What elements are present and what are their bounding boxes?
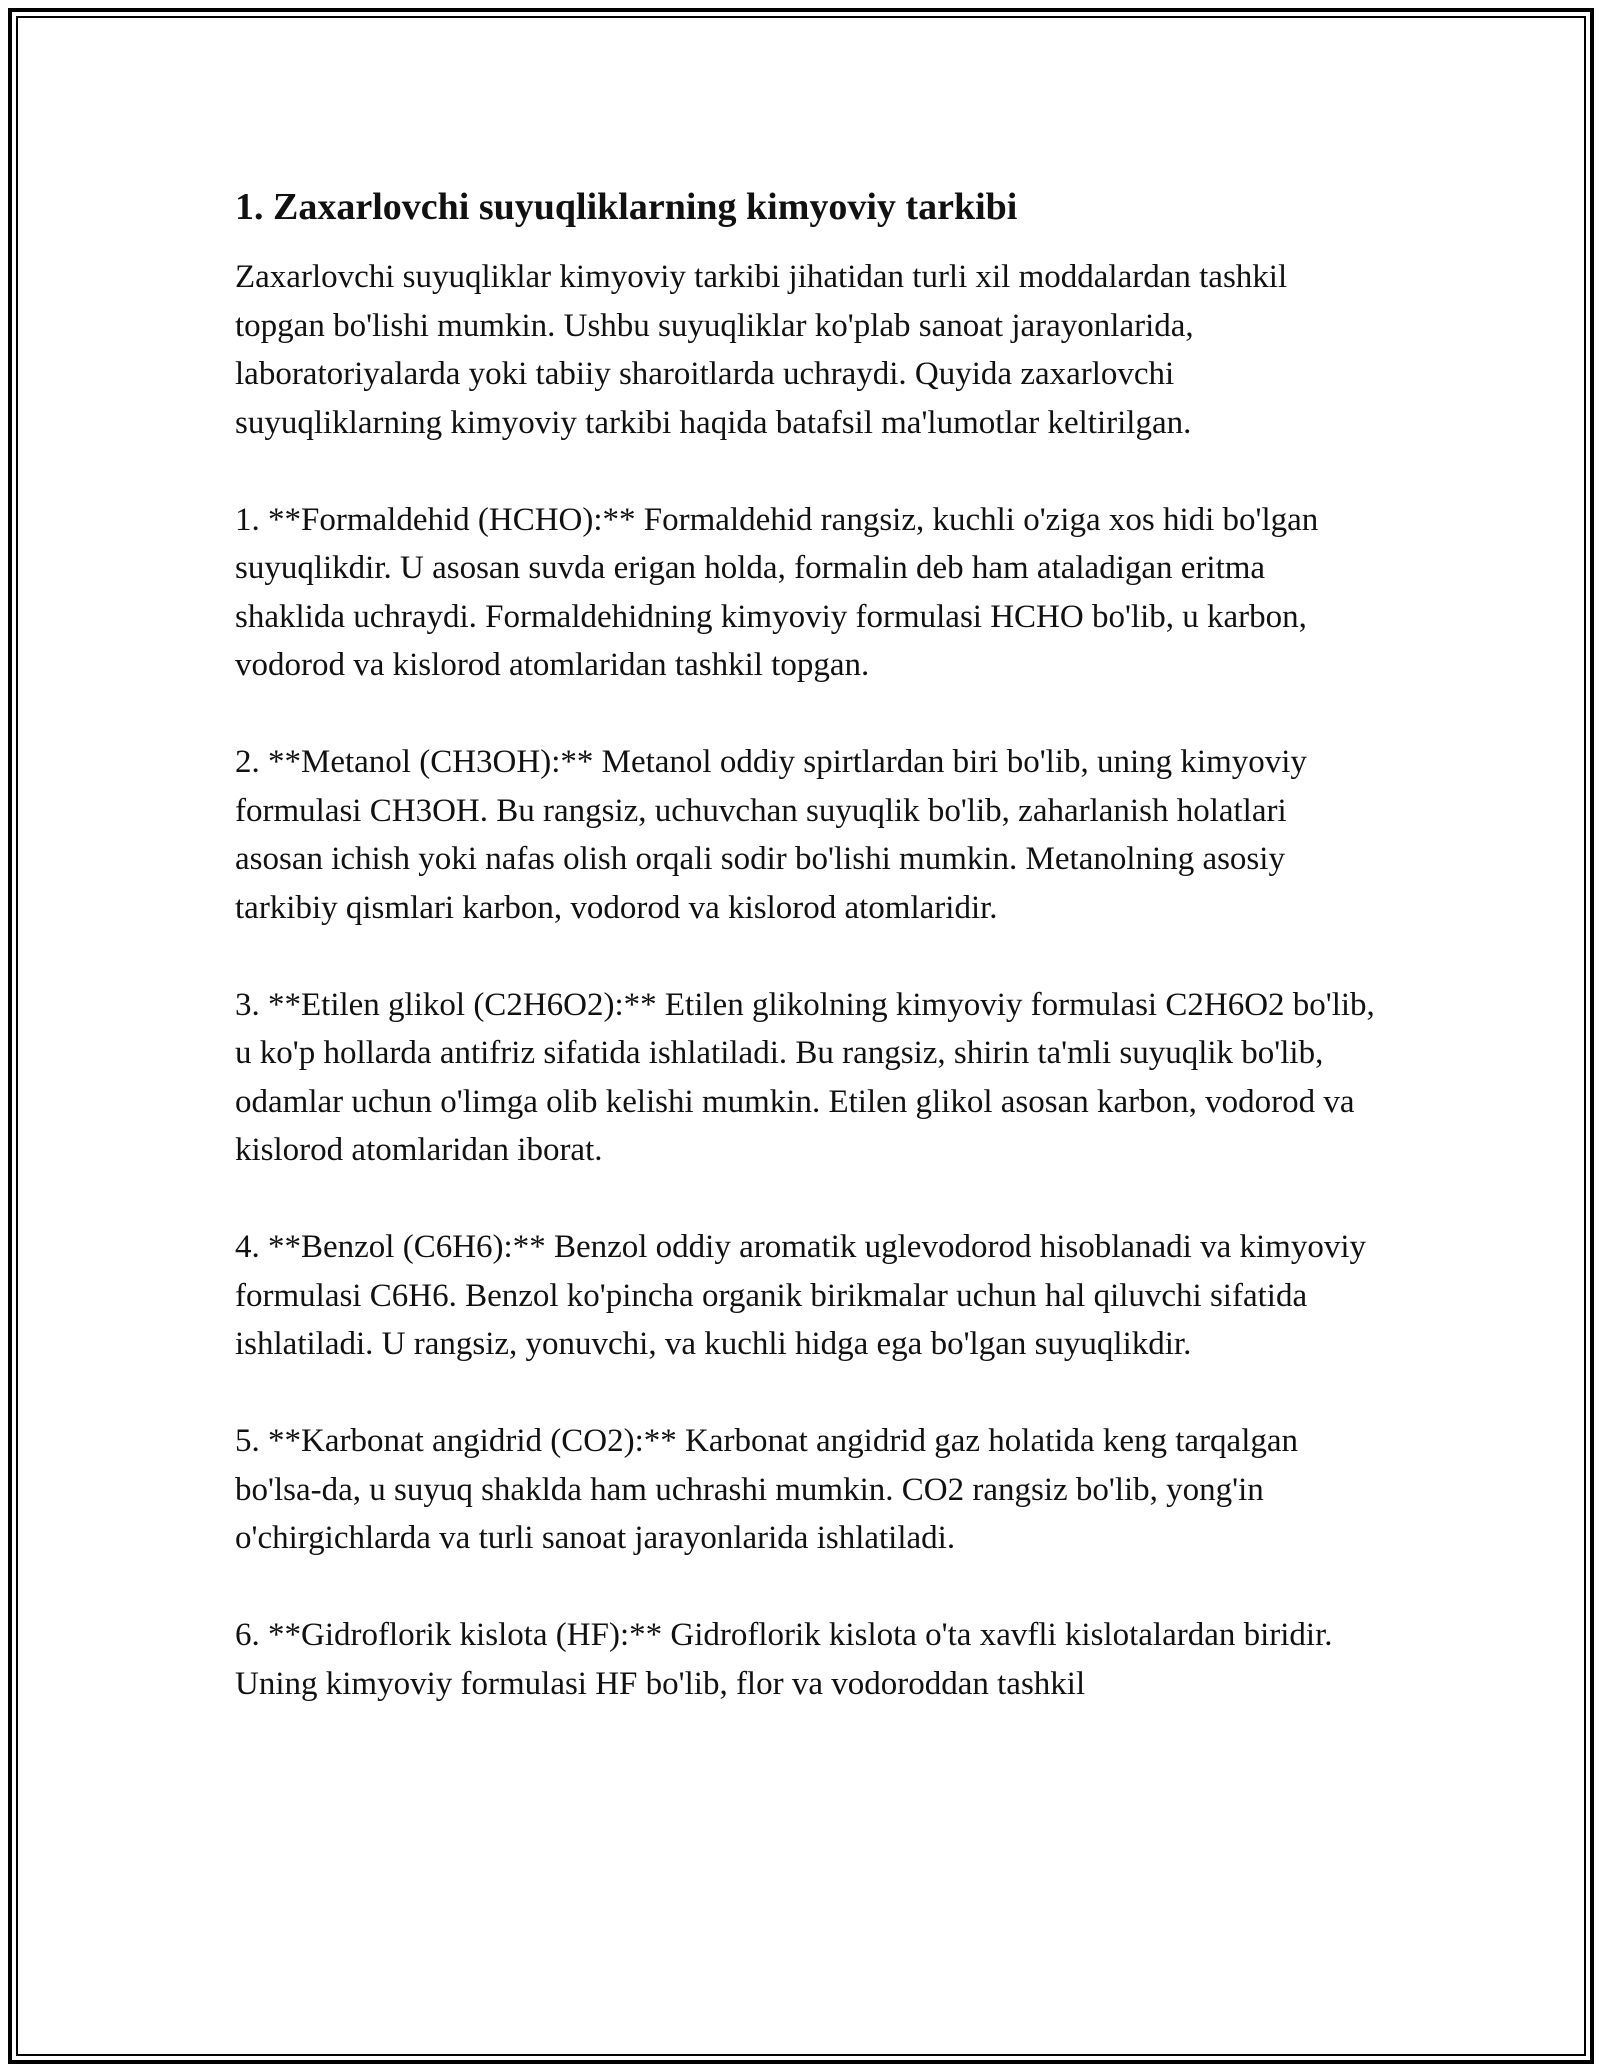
list-item-benzol: 4. **Benzol (C6H6):** Benzol oddiy aromatik uglevodorod hisoblanadi va kimyoviy formulasi C6H6. Benzol ko'pincha organik birikmalar uchun hal qiluvchi sifatida ishlatiladi. U rangsiz, yonuvchi, va kuchli hidga ega bo'lgan suyuqlikdir. [235, 1229, 1366, 1362]
section-heading: 1. Zaxarlovchi suyuqliklarning kimyoviy tarkibi [235, 186, 1018, 228]
list-item-karbonat-angidrid: 5. **Karbonat angidrid (CO2):** Karbonat angidrid gaz holatida keng tarqalgan bo'lsa-da, u suyuq shakldа ham uchrashi mumkin. CO2 rangsiz bo'lib, yong'in o'chirgichlarda va turli sanoat jarayonlarida ishlatiladi. [235, 1423, 1299, 1556]
list-item-etilen-glikol: 3. **Etilen glikol (C2H6O2):** Etilen glikolning kimyoviy formulasi C2H6O2 bo'lib, u ko'p hollarda antifriz sifatida ishlatiladi. Bu rangsiz, shirin ta'mli suyuqlik bo'lib, odamlar uchun o'limga olib kelishi mumkin. Etilen glikol asosan karbon, vodorod va kislorod atomlaridan iborat. [235, 986, 1375, 1168]
list-item-metanol: 2. **Metanol (CH3OH):** Metanol oddiy spirtlardan biri bo'lib, uning kimyoviy formulasi CH3OH. Bu rangsiz, uchuvchan suyuqlik bo'lib, zaharlanish holatlari asosan ichish yoki nafas olish orqali sodir bo'lishi mumkin. Metanolning asosiy tarkibiy qismlari karbon, vodorod va kislorod atomlaridir. [235, 744, 1307, 926]
document-body [235, 183, 1375, 1708]
list-item-formaldehid: 1. **Formaldehid (HCHO):** Formaldehid rangsiz, kuchli o'ziga xos hidi bo'lgan suyuqlikdir. U asosan suvda erigan holda, formalin deb ham ataladigan eritma shaklida uchraydi. Formaldehidning kimyoviy formulasi HCHO bo'lib, u karbon, vodorod va kislorod atomlaridan tashkil topgan. [235, 501, 1319, 683]
intro-paragraph: Zaxarlovchi suyuqliklar kimyoviy tarkibi jihatidan turli xil moddalardan tashkil topgan bo'lishi mumkin. Ushbu suyuqliklar ko'plab sanoat jarayonlarida, laboratoriyalarda yoki tabiiy sharoitlarda uchraydi. Quyida zaxarlovchi suyuqliklarning kimyoviy tarkibi haqida batafsil ma'lumotlar keltirilgan. [235, 259, 1288, 441]
list-item-gidroflorik-kislota: 6. **Gidroflorik kislota (HF):** Gidroflorik kislota o'ta xavfli kislotalardan biridir. Uning kimyoviy formulasi HF bo'lib, flor va vodoroddan tashkil [235, 1617, 1333, 1702]
